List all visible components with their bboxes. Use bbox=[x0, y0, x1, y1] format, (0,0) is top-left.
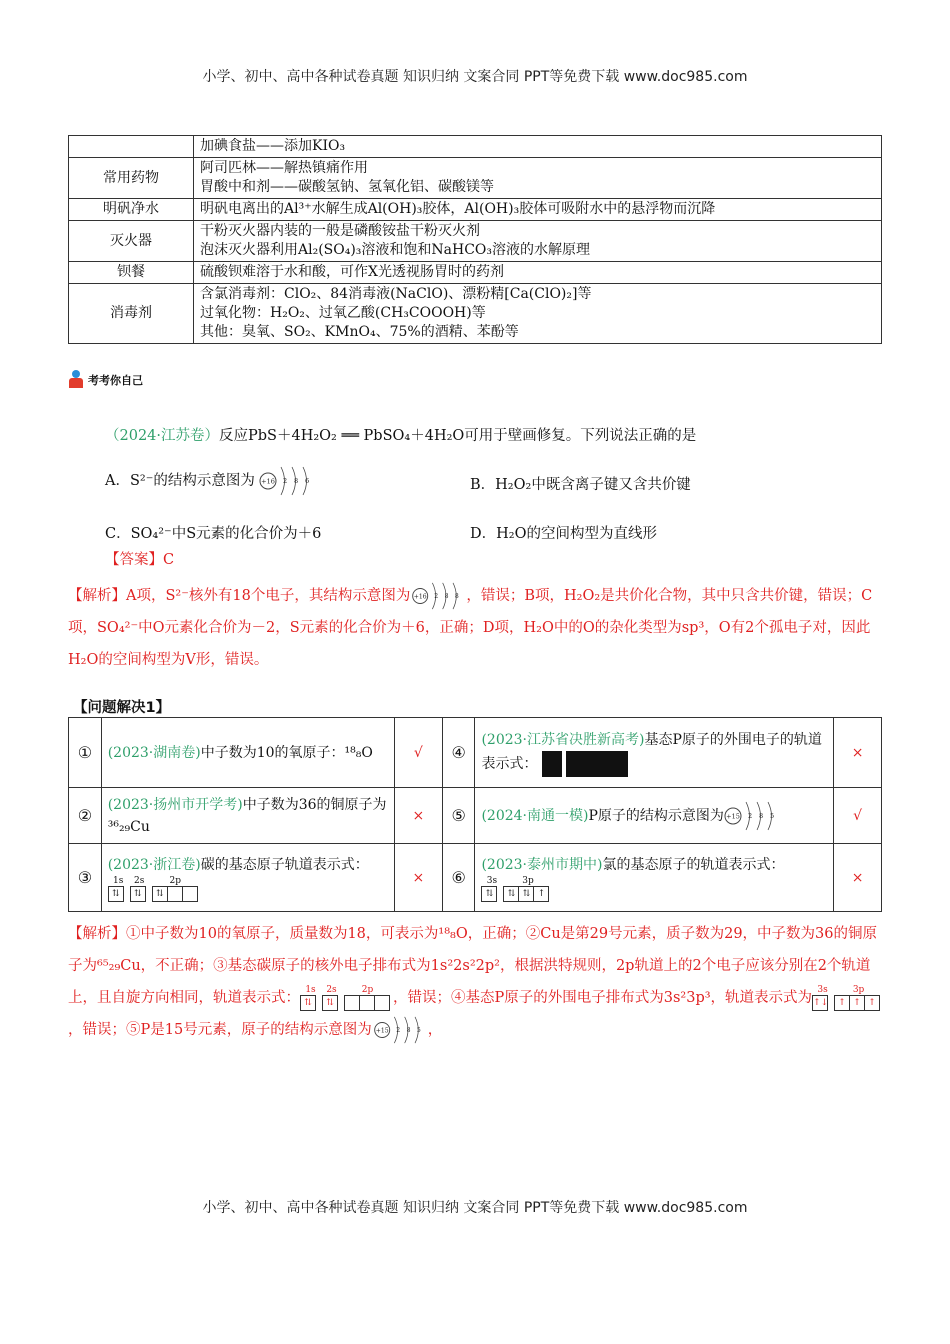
analysis-part: ，错误；⑤P是15号元素，原子的结构示意图为 bbox=[68, 1022, 372, 1038]
app-line: 其他：臭氧、SO₂、KMnO₄、75%的酒精、苯酚等 bbox=[200, 324, 519, 340]
analysis bbox=[68, 918, 888, 1046]
orbital-cell: ⇅ bbox=[304, 998, 312, 1008]
app-row bbox=[69, 199, 882, 221]
orbital-box-group bbox=[344, 995, 390, 1011]
section-title: 【问题解决1】 bbox=[73, 700, 171, 716]
redacted-block bbox=[542, 751, 562, 777]
problem-mark: × bbox=[394, 788, 442, 844]
app-row bbox=[69, 262, 882, 284]
problem-text: 基态P原子的外围电子的轨道表示式： bbox=[481, 731, 822, 772]
orbital-cell: ⇅ bbox=[326, 998, 334, 1008]
option-a bbox=[105, 465, 315, 497]
option-a-text: A．S²⁻的结构示意图为 bbox=[105, 473, 255, 489]
shell-electron-count: 8 bbox=[406, 1026, 411, 1034]
app-line: 含氯消毒剂：ClO₂、84消毒液(NaClO)、漂粉精[Ca(ClO)₂]等 bbox=[200, 286, 592, 302]
app-description bbox=[194, 158, 882, 199]
orbital-box-group bbox=[481, 886, 497, 902]
orbital-cell: ↑↓ bbox=[813, 998, 829, 1008]
explanation-text: 【解析】A项，S²⁻核外有18个电子，其结构示意图为 bbox=[68, 588, 411, 604]
app-row bbox=[69, 284, 882, 344]
question-source: （2024·江苏卷） bbox=[105, 428, 220, 444]
p-atom-diagram bbox=[724, 800, 780, 832]
app-category: 明矾净水 bbox=[69, 199, 194, 221]
s-ion-diagram bbox=[410, 581, 466, 611]
problem-cell bbox=[475, 844, 834, 912]
orbital-cell: ↑ bbox=[868, 998, 876, 1008]
app-row bbox=[69, 158, 882, 199]
orbital-label: 3p bbox=[852, 985, 865, 995]
app-line: 明矾电离出的Al³⁺水解生成Al(OH)₃胶体，Al(OH)₃胶体可吸附水中的悬浮物而沉降 bbox=[200, 201, 716, 217]
problem-cell bbox=[101, 718, 394, 788]
problem-text: 碳的基态原子轨道表示式： bbox=[200, 856, 369, 873]
question-stem bbox=[105, 424, 696, 445]
student-icon bbox=[67, 370, 85, 390]
app-category: 消毒剂 bbox=[69, 284, 194, 344]
nucleus-charge: +15 bbox=[726, 812, 740, 820]
problem-number: ⑤ bbox=[442, 788, 475, 844]
problem-text: 中子数为10的氧原子：¹⁸₈O bbox=[200, 744, 373, 761]
orbital-box-group bbox=[108, 886, 124, 902]
problem-source: (2023·泰州市期中) bbox=[481, 856, 603, 873]
problem-text: 中子数为36的铜原子为³⁶₂₉Cu bbox=[107, 796, 387, 835]
phosphorus-orbital-explained bbox=[812, 985, 884, 1011]
app-row bbox=[69, 221, 882, 262]
carbon-orbital-explained bbox=[300, 985, 393, 1011]
problem-source: (2023·湖南卷) bbox=[107, 744, 201, 761]
option-c: C．SO₄²⁻中S元素的化合价为＋6 bbox=[105, 526, 322, 542]
app-category: 灭火器 bbox=[69, 221, 194, 262]
problem-table bbox=[68, 717, 882, 912]
orbital-cell: ↑ bbox=[537, 888, 546, 899]
orbital-cell: ⇅ bbox=[504, 887, 519, 901]
orbital-cell bbox=[168, 887, 183, 901]
app-category: 常用药物 bbox=[69, 158, 194, 199]
problem-text: 氯的基态原子的轨道表示式： bbox=[602, 856, 785, 873]
problem-row bbox=[69, 844, 882, 912]
app-description bbox=[194, 284, 882, 344]
shell-electron-count: 5 bbox=[769, 811, 775, 820]
nucleus-charge: +16 bbox=[414, 593, 427, 601]
orbital-box-group bbox=[503, 886, 549, 902]
redacted-block bbox=[566, 751, 628, 777]
problem-number: ③ bbox=[69, 844, 102, 912]
orbital-box-group bbox=[300, 995, 316, 1011]
problem-cell bbox=[475, 718, 834, 788]
orbital-cell bbox=[345, 996, 360, 1010]
problem-mark: √ bbox=[394, 718, 442, 788]
problem-row bbox=[69, 718, 882, 788]
explanation bbox=[68, 580, 888, 676]
problem-cell bbox=[475, 788, 834, 844]
app-line: 泡沫灭火器利用Al₂(SO₄)₃溶液和饱和NaHCO₃溶液的水解原理 bbox=[200, 242, 591, 258]
orbital-label: 3s bbox=[486, 875, 498, 886]
analysis-part: ，错误；④基态P原子的外围电子排布式为3s²3p³，轨道表示式为 bbox=[393, 990, 813, 1006]
orbital-box-group bbox=[812, 995, 828, 1011]
orbital-cell: ⇅ bbox=[153, 887, 168, 901]
orbital-label: 2s bbox=[326, 985, 337, 995]
orbital-cell: ↑ bbox=[835, 996, 850, 1010]
problem-mark: √ bbox=[834, 788, 882, 844]
self-test-badge bbox=[67, 370, 143, 390]
orbital-cell: ⇅ bbox=[485, 888, 494, 899]
page-footer: 小学、初中、高中各种试卷真题 知识归纳 文案合同 PPT等免费下载 www.doc985.com bbox=[202, 1200, 748, 1216]
problem-row bbox=[69, 788, 882, 844]
app-description bbox=[194, 221, 882, 262]
shell-electron-count: 2 bbox=[283, 477, 288, 485]
shell-electron-count: 2 bbox=[395, 1026, 400, 1034]
app-line: 阿司匹林——解热镇痛作用 bbox=[200, 160, 368, 176]
app-description bbox=[194, 199, 882, 221]
orbital-cell: ⇅ bbox=[133, 888, 142, 899]
problem-mark: × bbox=[394, 844, 442, 912]
problem-source: (2024·南通一模) bbox=[481, 807, 589, 824]
shell-electron-count: 8 bbox=[455, 592, 460, 600]
orbital-cell bbox=[375, 996, 389, 1010]
shell-electron-count: 8 bbox=[444, 592, 449, 600]
problem-number: ⑥ bbox=[442, 844, 475, 912]
app-category: 钡餐 bbox=[69, 262, 194, 284]
nucleus-charge: +15 bbox=[375, 1027, 389, 1035]
p-atom-diagram-analysis bbox=[372, 1015, 428, 1045]
app-line: 过氧化物：H₂O₂、过氧乙酸(CH₃COOOH)等 bbox=[200, 305, 486, 321]
orbital-cell bbox=[360, 996, 375, 1010]
problem-source: (2023·江苏省决胜新高考) bbox=[481, 731, 645, 748]
orbital-box-group bbox=[130, 886, 146, 902]
app-line: 干粉灭火器内装的一般是磷酸铵盐干粉灭火剂 bbox=[200, 223, 480, 239]
orbital-cell: ↑ bbox=[850, 996, 865, 1010]
orbital-label: 3s bbox=[817, 985, 828, 995]
app-line: 硫酸钡难溶于水和酸，可作X光透视肠胃时的药剂 bbox=[200, 264, 504, 280]
badge-label: 考考你自己 bbox=[88, 374, 143, 387]
shell-electron-count: 2 bbox=[434, 592, 439, 600]
chlorine-orbital-diagram bbox=[481, 876, 553, 902]
answer: 【答案】C bbox=[105, 552, 175, 568]
problem-cell bbox=[101, 844, 394, 912]
orbital-label: 3p bbox=[522, 875, 534, 886]
orbital-cell bbox=[183, 887, 197, 901]
orbital-label: 2p bbox=[169, 875, 181, 886]
app-line: 加碘食盐——添加KIO₃ bbox=[200, 138, 346, 154]
app-description bbox=[194, 136, 882, 158]
orbital-box-group bbox=[152, 886, 198, 902]
question-text: 反应PbS＋4H₂O₂ ══ PbSO₄＋4H₂O可用于壁画修复。下列说法正确的是 bbox=[219, 428, 697, 444]
orbital-cell: ⇅ bbox=[519, 887, 534, 901]
problem-number: ① bbox=[69, 718, 102, 788]
problem-text: P原子的结构示意图为 bbox=[588, 807, 724, 824]
orbital-label: 2s bbox=[134, 875, 145, 886]
shell-electron-count: 6 bbox=[305, 477, 310, 485]
s-atom-diagram bbox=[259, 465, 315, 497]
app-category bbox=[69, 136, 194, 158]
page-header: 小学、初中、高中各种试卷真题 知识归纳 文案合同 PPT等免费下载 www.doc985.com bbox=[202, 69, 748, 85]
app-row bbox=[69, 136, 882, 158]
orbital-box-group bbox=[322, 995, 338, 1011]
orbital-cell: ⇅ bbox=[111, 888, 120, 899]
carbon-orbital-diagram bbox=[108, 876, 201, 902]
problem-mark: × bbox=[834, 844, 882, 912]
analysis-part: ， bbox=[427, 1022, 443, 1038]
orbital-label: 1s bbox=[113, 875, 124, 886]
shell-electron-count: 8 bbox=[758, 811, 764, 820]
problem-number: ② bbox=[69, 788, 102, 844]
problem-mark: × bbox=[834, 718, 882, 788]
problem-cell bbox=[101, 788, 394, 844]
problem-number: ④ bbox=[442, 718, 475, 788]
app-description bbox=[194, 262, 882, 284]
app-line: 胃酸中和剂——碳酸氢钠、氢氧化铝、碳酸镁等 bbox=[200, 179, 494, 195]
orbital-label: 1s bbox=[305, 985, 316, 995]
analysis-part: 【解析】①中子数为10的氧原子，质量数为18，可表示为¹⁸₈O，正确；②Cu是第29号元素，质子数为29，中子数为36的铜原子为⁶⁵₂₉Cu，不正确；③基态碳原子的核外电子排布式为1s²2s²2p²，根据洪特规则，2p轨道上的2个电子应该分别在2个轨道上，且自旋方向相同，轨道表示式： bbox=[68, 926, 878, 1006]
option-d: D．H₂O的空间构型为直线形 bbox=[470, 526, 657, 542]
option-b: B．H₂O₂中既含离子键又含共价键 bbox=[470, 477, 691, 493]
problem-source: (2023·浙江卷) bbox=[107, 856, 201, 873]
orbital-label: 2p bbox=[361, 985, 374, 995]
shell-electron-count: 8 bbox=[294, 477, 299, 485]
orbital-box-group bbox=[834, 995, 880, 1011]
shell-electron-count: 5 bbox=[416, 1026, 421, 1034]
nucleus-charge: +16 bbox=[261, 477, 276, 486]
problem-source: (2023·扬州市开学考) bbox=[107, 796, 243, 813]
applications-table bbox=[68, 135, 882, 344]
explanation-rest: ，错误；B项，H₂O₂是共价化合物，其中只含共价键，错误；C项，SO₄²⁻中O元素化合价为－2，S元素的化合价为＋6，正确；D项，H₂O中的O的杂化类型为sp³，O有2个孤电子对，因此H₂O的空间构型为V形，错误。 bbox=[68, 588, 873, 668]
shell-electron-count: 2 bbox=[747, 811, 753, 820]
